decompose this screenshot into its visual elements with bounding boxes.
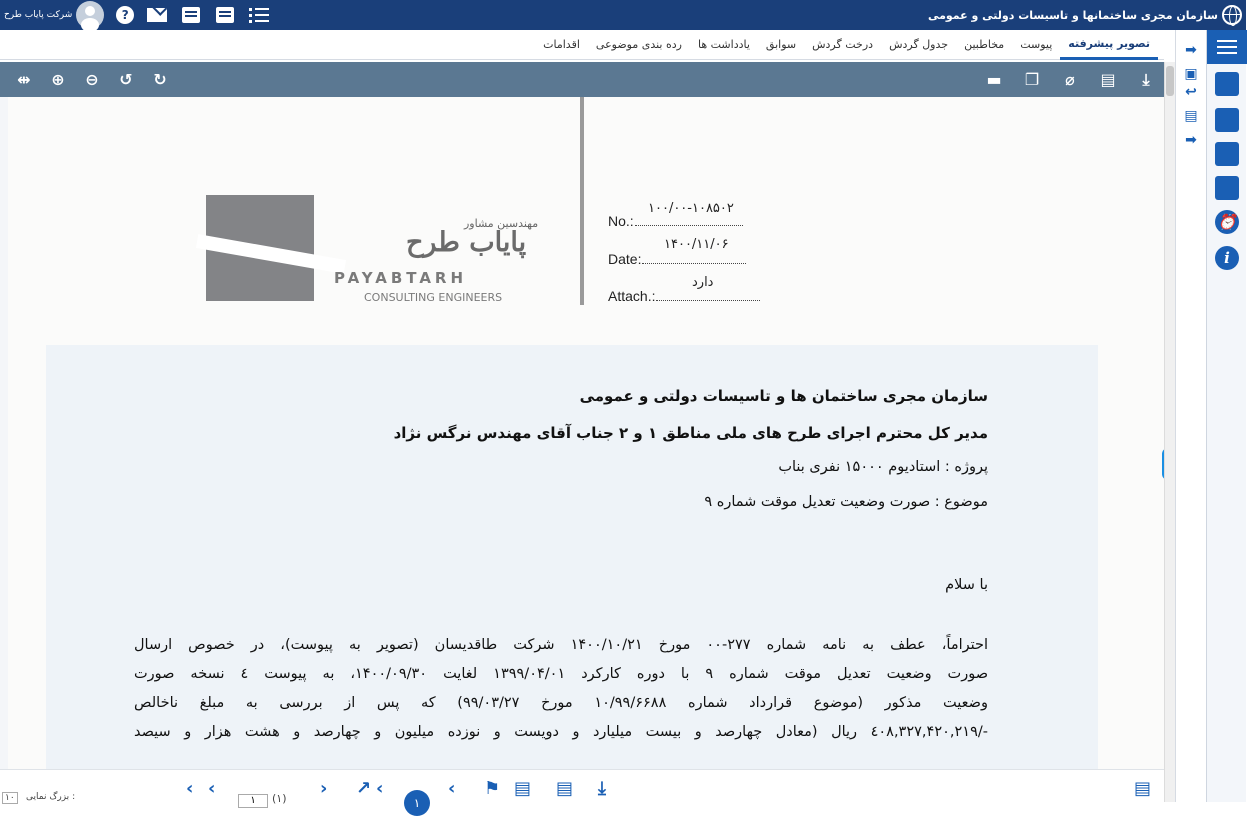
letter-date-value: ۱۴۰۰/۱۱/۰۶ (664, 237, 729, 252)
rotate-left-icon[interactable]: ↺ (119, 70, 133, 89)
letter-project: پروژه : استادیوم ۱۵۰۰۰ نفری بناب (778, 459, 988, 475)
current-page-indicator[interactable]: ۱ (404, 790, 430, 816)
paperclip-icon[interactable]: ⌀ (1065, 70, 1075, 89)
print-icon[interactable]: ▤ (1100, 70, 1116, 89)
tab-flow-table[interactable]: جدول گردش (889, 38, 949, 51)
header-divider (580, 97, 584, 305)
zoom-out-icon[interactable]: ⊖ (85, 70, 99, 89)
download-small-icon[interactable]: ⤓ (598, 778, 606, 799)
date-label: Date: (608, 251, 642, 267)
list-side-icon[interactable] (1215, 176, 1239, 200)
company-name: شرکت پایاب طرح (4, 10, 73, 20)
scanner-icon[interactable]: ▬ (986, 70, 1002, 89)
letter-number-value: ۱۰۰/۰۰-۱۰۸۵۰۲ (648, 201, 734, 216)
hamburger-menu-icon[interactable] (1207, 30, 1247, 64)
letter-greeting: با سلام (945, 577, 988, 593)
letter-date-row (608, 251, 746, 267)
zoom-label: بزرگ نمایی : (26, 792, 76, 802)
letter-subject: موضوع : صورت وضعیت تعدیل موقت شماره ۹ (704, 494, 988, 510)
flag-icon[interactable]: ⚑ (484, 778, 501, 799)
edit-document-icon[interactable] (180, 5, 202, 25)
prev-page-icon[interactable]: › (320, 778, 328, 799)
letter-body-line: وضعیت مذکور (موضوع قرارداد شماره ۱۰/۹۹/۶۶۸۸ مورخ ۹۹/۰۳/۲۷) که پس از بررسی به مبلغ ناخالص (134, 695, 988, 711)
last-page-icon[interactable]: ‹ (186, 778, 194, 799)
tab-bar (0, 30, 1164, 60)
forward-icon[interactable]: ➡ (1185, 42, 1197, 58)
copy-icon[interactable]: ❐ (1024, 70, 1040, 89)
tab-attachment[interactable]: پیوست (1020, 38, 1053, 51)
tab-actions[interactable]: اقدامات (543, 38, 580, 51)
next-page-icon[interactable]: ‹ (208, 778, 216, 799)
edit-letter-side-icon[interactable] (1215, 142, 1239, 166)
new-letter-icon[interactable] (1215, 72, 1239, 96)
first-page-icon[interactable]: ‹ (376, 778, 384, 799)
letter-body-line: صورت وضعیت تعدیل موقت شماره ۹ با دوره کارکرد ۱۳۹۹/۰۴/۰۱ لغایت ۱۴۰۰/۰۹/۳۰، به پیوست ٤ نسخه صورت (134, 666, 989, 682)
reply-doc-icon[interactable]: ▣ (1184, 66, 1198, 82)
tab-contacts[interactable]: مخاطبین (964, 38, 1005, 51)
page-total: (۱) (272, 792, 287, 805)
action-column (1175, 30, 1205, 802)
letter-attach-row (608, 288, 760, 304)
send-icon[interactable]: ➡ (1185, 132, 1197, 148)
info-icon[interactable]: i (1215, 246, 1239, 270)
tab-flow-tree[interactable]: درخت گردش (812, 38, 874, 51)
back-icon[interactable]: ‹ (448, 778, 456, 799)
zoom-in-icon[interactable]: ⊕ (51, 70, 65, 89)
logo-consulting-en: CONSULTING ENGINEERS (364, 291, 503, 304)
attach-label: Attach.: (608, 288, 656, 304)
mail-icon[interactable] (146, 5, 168, 25)
logo-company-fa: پایاب طرح (406, 227, 527, 258)
app-title (928, 0, 1242, 30)
tab-notes[interactable]: یادداشت ها (697, 38, 750, 51)
logo-consulting-fa: مهندسین مشاور (464, 217, 539, 230)
viewer-bottom-bar (0, 769, 1164, 810)
document-viewer[interactable] (0, 97, 1164, 769)
scanner-small-icon[interactable]: ▤ (556, 778, 574, 799)
company-logo-mark (206, 195, 314, 301)
no-label: No.: (608, 213, 634, 229)
recipient-organization: سازمان مجری ساختمان ها و تاسیسات دولتی و عمومی (579, 387, 988, 405)
tab-history[interactable]: سوابق (765, 38, 797, 51)
letter-body-line: احتراماً، عطف به نامه شماره ۲۷۷-۰۰ مورخ ۱۴۰۰/۱۰/۲۱ شرکت طاقدیسان (تصویر به پیوست)، در خصوص ارسال (134, 637, 988, 653)
avatar[interactable] (76, 1, 104, 29)
rotate-page-icon[interactable]: ↗ (356, 778, 372, 799)
download-icon[interactable]: ⤓ (1142, 69, 1150, 89)
document-icon[interactable] (214, 5, 236, 25)
globe-icon[interactable] (1222, 5, 1242, 25)
fit-width-icon[interactable]: ⇹ (17, 70, 31, 89)
help-icon[interactable]: ? (116, 6, 134, 24)
reply-icon[interactable]: ↩ (1185, 84, 1197, 100)
printer-icon[interactable]: ▤ (1134, 778, 1152, 799)
edit-letter-icon[interactable]: ▤ (1184, 108, 1198, 124)
print-small-icon[interactable]: ▤ (514, 778, 532, 799)
tab-advanced-image[interactable]: تصویر پیشرفته (1060, 30, 1158, 60)
recipient-person: مدیر کل محترم اجرای طرح های ملی مناطق ۱ و ۲ جناب آقای مهندس نرگس نژاد (393, 424, 988, 442)
page-input[interactable]: ۱ (238, 794, 268, 808)
letter-attach-value: دارد (692, 275, 714, 290)
tab-topic-classification[interactable]: رده بندی موضوعی (595, 38, 682, 51)
vertical-scrollbar[interactable] (1164, 62, 1175, 802)
alarm-clock-icon[interactable]: ⏰ (1215, 210, 1239, 234)
letter-body-line: -/۴۲۰,۲۱۹,٤۰۸,۳۲۷ ریال (معادل چهارصد و بیست میلیارد و دویست و نوزده میلیون و چهارصد و هشت هزار و سیصد (134, 724, 988, 740)
list-icon[interactable] (248, 5, 270, 25)
top-bar (0, 0, 1246, 30)
app-title-text: سازمان مجری ساختمانها و تاسیسات دولتی و عمومی (927, 8, 1218, 22)
side-panel (1206, 30, 1246, 802)
zoom-value[interactable]: ۱۰ (2, 792, 18, 804)
letter-scan (8, 97, 1164, 769)
rotate-right-icon[interactable]: ↻ (153, 70, 167, 89)
viewer-toolbar (0, 62, 1164, 97)
search-letter-icon[interactable] (1215, 108, 1239, 132)
logo-company-en: PAYABTARH (334, 269, 468, 287)
